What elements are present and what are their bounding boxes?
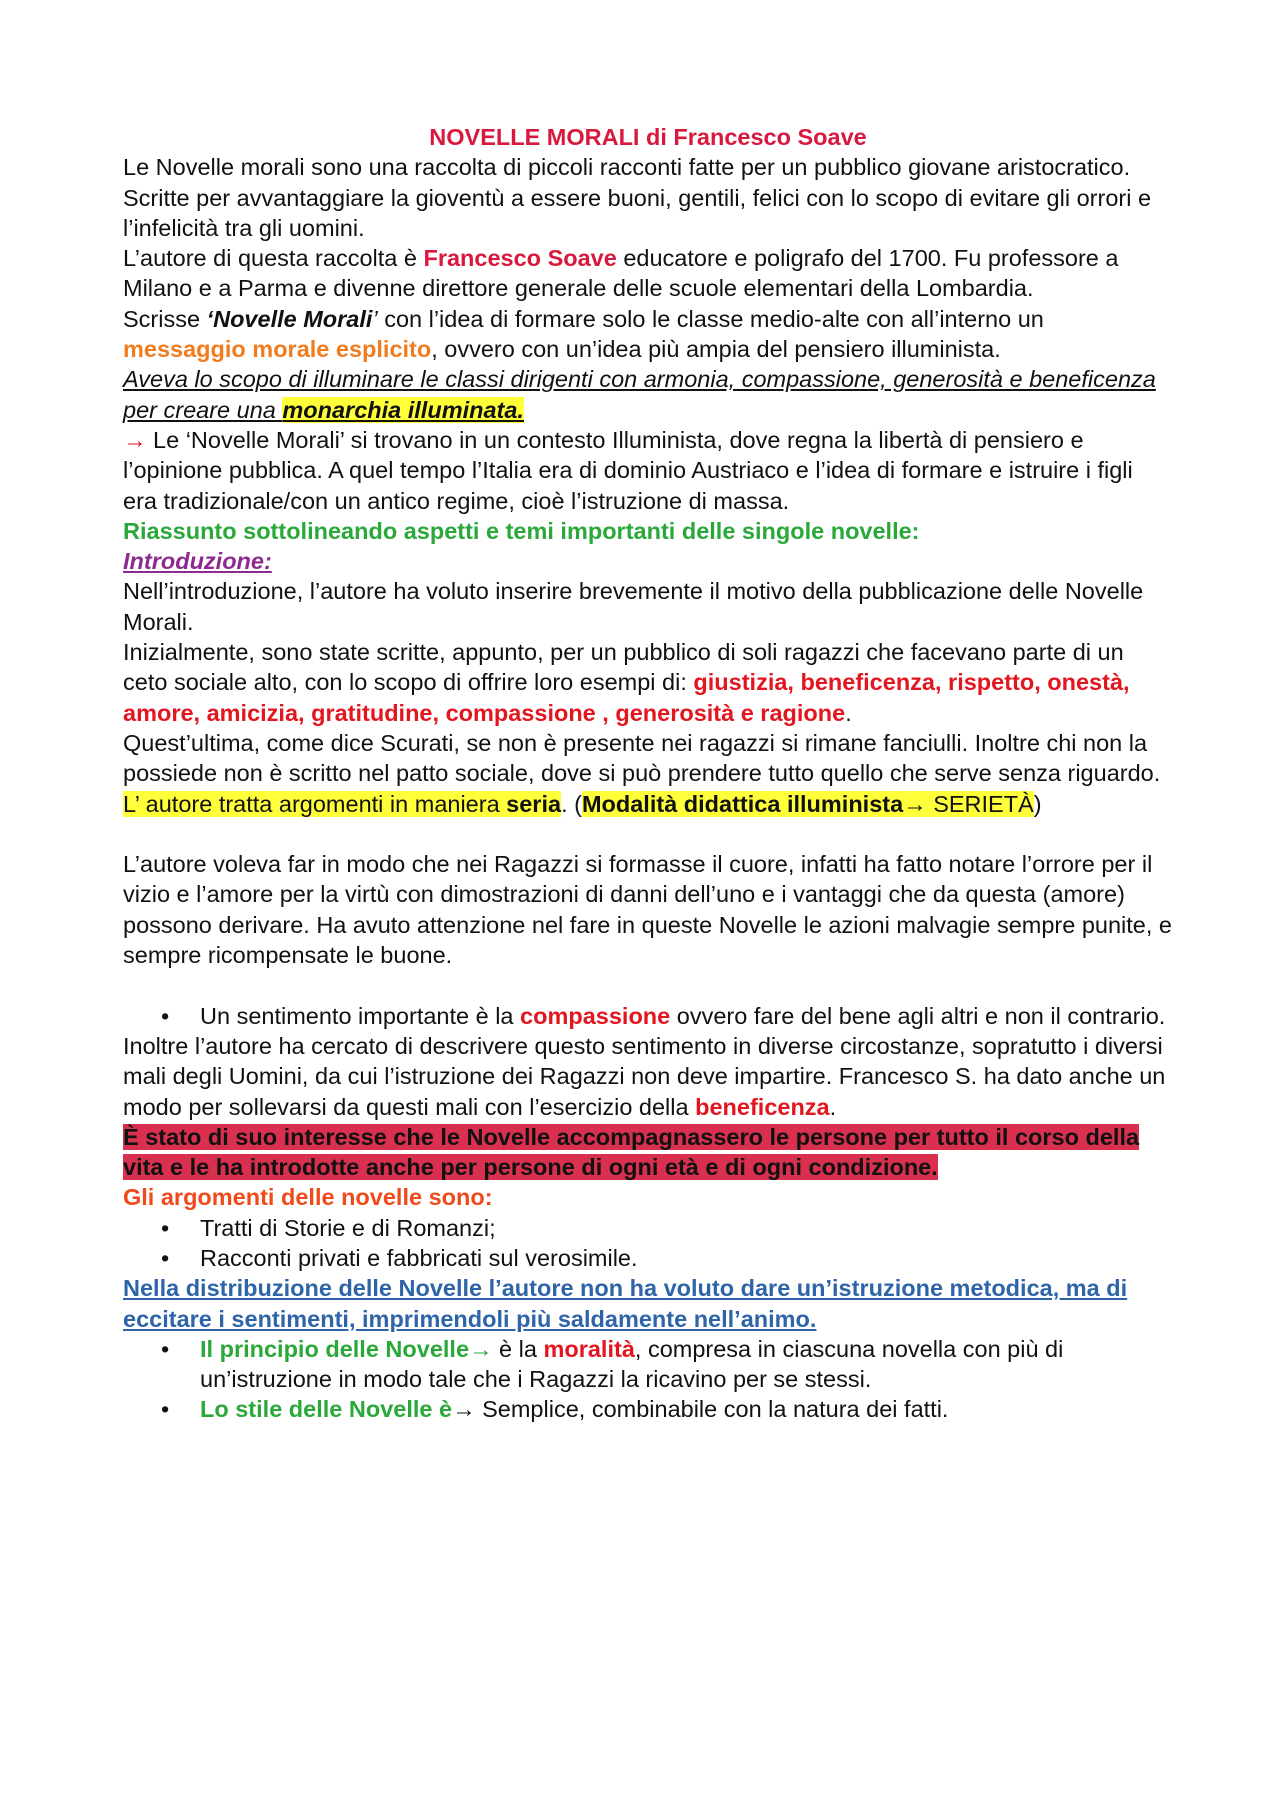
text: ’ [372,305,378,332]
highlight-compassione: compassione [520,1002,671,1029]
highlight-distribution: Nella distribuzione delle Novelle l’autore non ha voluto dare un’istruzione metodica, ma di eccitare i sentimenti, imprimendoli più saldamente nell’animo. [123,1275,1128,1332]
highlight-stile: Lo stile delle Novelle è [200,1396,453,1423]
list-item: • Racconti privati e fabbricati sul verosimile. [123,1243,1173,1273]
highlight-moralita: moralità [543,1335,635,1362]
text: L’ autore tratta argomenti in maniera [123,790,507,817]
paragraph-goal [123,364,1173,425]
list-item [123,1394,1173,1424]
yellow-highlight [582,791,1034,817]
text: . [829,1093,837,1120]
text: Scrisse [123,305,207,332]
text: Inoltre l’autore ha cercato di descrivere questo sentimento in diverse circostanze, sopratutto i diversi mali degli Uomini, da cui l’istruzione dei Ragazzi non deve impartire. Francesco S. ha dato anche un modo per sollevarsi da questi mali con l’esercizio della [123,1032,1166,1120]
text: seria [506,790,562,817]
text: . [845,699,852,726]
highlight-interest: È stato di suo interesse che le Novelle accompagnassero le persone per tutto il corso della vita e le ha introdotte anche per persone di ogni età e di ogni condizione. [123,1123,1140,1181]
highlight-moral-message: messaggio morale esplicito [123,336,432,363]
paragraph-author [123,243,1173,304]
text: , ovvero con un’idea più ampia del pensiero illuminista. [431,336,1001,363]
paragraph-heart [123,849,1173,970]
text: L’autore voleva far in modo che nei Ragazzi si formasse il cuore, infatti ha fatto notare l’orrore per il vizio e l’amore per la virtù con dimostrazioni di danni dell’uno e i vantaggi che da questa (amore) possono derivare. Ha avuto attenzione nel fare in queste Novelle le azioni malvagie sempre punite, e sempre ricompensate le buone. [123,851,1172,969]
paragraph-introduction [123,576,1173,637]
text: Nell’introduzione, l’autore ha voluto inserire brevemente il motivo della pubblicazione delle Novelle Morali. [123,578,1144,635]
paragraph-purpose [123,183,1173,244]
text: L’autore di questa raccolta è [123,245,424,272]
paragraph-values [123,637,1173,728]
text: Quest’ultima, come dice Scurati, se non è presente nei ragazzi si rimane fanciulli. Inoltre chi non la possiede non è scritto nel patto sociale, dove si può prendere tutto quello che serve senza riguardo. [123,729,1161,787]
highlight-beneficenza: beneficenza [695,1093,830,1120]
text: → SERIETÀ [903,790,1034,817]
list-item: • Tratti di Storie e di Romanzi; [123,1213,1173,1243]
text: è la [492,1335,544,1362]
text: Le Novelle morali sono una raccolta di piccoli racconti fatte per un pubblico giovane aristocratico. [123,154,1131,181]
text: Un sentimento importante è la [200,1002,521,1029]
highlight-monarchia: monarchia illuminata. [282,396,524,423]
list-item [123,1001,1173,1031]
document-body [123,122,1173,1425]
summary-heading: Riassunto sottolineando aspetti e temi importanti delle singole novelle: [123,517,920,544]
author-name: Francesco Soave [423,245,617,272]
yellow-highlight [123,791,561,817]
spacer [123,819,1173,849]
text: Modalità didattica illuminista [581,790,904,817]
highlight-values: giustizia, beneficenza, rispetto, onestà, amore, amicizia, gratitudine, compassione , generosità e ragione [123,669,1130,726]
spacer [123,970,1173,1000]
paragraph-novelle-morali [123,304,1173,365]
paragraph-interest [123,1122,1173,1183]
text: → Semplice, combinabile con la natura dei fatti. [452,1396,949,1423]
paragraph-scurati [123,728,1173,789]
highlight-principio: Il principio delle Novelle→ [200,1335,493,1362]
text: , compresa in ciascuna novella con più di un’istruzione in modo tale che i Ragazzi la ricavino per se stessi. [200,1335,1064,1393]
paragraph-context [123,425,1173,516]
text: . ( [561,790,582,817]
intro-heading: Introduzione: [123,548,272,575]
intro-heading-line [123,546,1173,576]
text: ) [1033,790,1042,817]
bullet-list-compassion [123,1001,1173,1031]
paragraph-intro [123,152,1173,182]
text: Le ‘Novelle Morali’ si trovano in un contesto Illuminista, dove regna la libertà di pensiero e l’opinione pubblica. A quel tempo l’Italia era di dominio Austriaco e l’idea di formare e istruire i figli era tradizionale/con un antico regime, cioè l’istruzione di massa. [123,426,1133,514]
text: Scritte per avvantaggiare la gioventù a essere buoni, gentili, felici con lo scopo di evitare gli orrori e l’infelicità tra gli uomini. [123,184,1152,241]
bullet-list-topics [123,1213,1173,1274]
page-title: NOVELLE MORALI di Francesco Soave [429,124,867,150]
paragraph-distribution [123,1273,1173,1334]
list-item [123,1334,1173,1395]
bullet-list-principles [123,1334,1173,1425]
arrow-icon: → [123,426,147,453]
paragraph-mali [123,1031,1173,1122]
text: educatore e poligrafo del 1700. Fu professore a Milano e a Parma e divenne direttore generale delle scuole elementari della Lombardia. [123,245,1119,302]
text: con l’idea di formare solo le classe medio-alte con all’interno un [377,305,1044,332]
text: Aveva lo scopo di illuminare le classi dirigenti con armonia, compassione, generosità e beneficenza per creare una [123,366,1156,423]
text: ovvero fare del bene agli altri e non il contrario. [670,1002,1166,1029]
text: Inizialmente, sono state scritte, appunto, per un pubblico di soli ragazzi che facevano parte di un ceto sociale alto, con lo scopo di offrire loro esempi di: [123,639,1124,696]
paragraph-serieta [123,789,1173,819]
book-title: ‘Novelle Morali [206,305,373,332]
topics-heading: Gli argomenti delle novelle sono: [123,1184,493,1211]
